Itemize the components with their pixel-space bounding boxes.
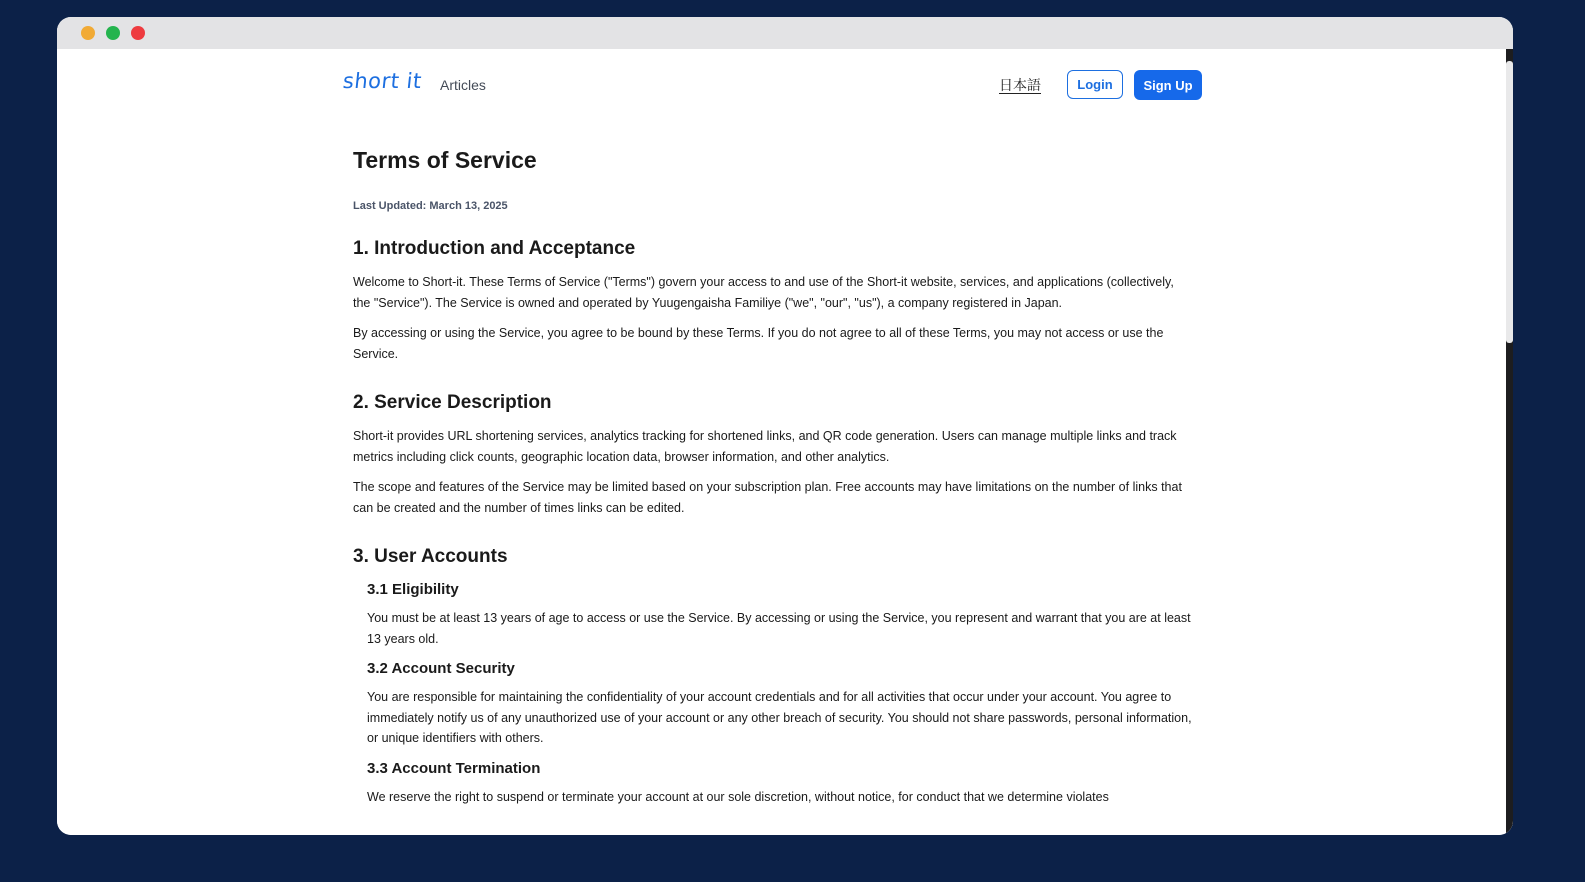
nav-articles-link[interactable]: Articles — [440, 77, 486, 93]
minimize-window-button[interactable] — [81, 26, 95, 40]
section-service-description — [353, 390, 1193, 518]
section-paragraph: Welcome to Short-it. These Terms of Service ("Terms") govern your access to and use of the Short-it website, services, and applications (collectively, the "Service"). The Service is owned and operated by Yuugengaisha Familiye ("we", "our", "us"), a company registered in Japan. — [353, 275, 1174, 310]
window-titlebar — [57, 17, 1513, 49]
subsection-paragraph: You must be at least 13 years of age to access or use the Service. By accessing or using the Service, you represent and warrant that you are at least 13 years old. — [367, 611, 1191, 646]
subsection-account-termination — [353, 759, 1193, 808]
browser-window — [57, 17, 1513, 835]
scrollbar-thumb[interactable] — [1506, 61, 1513, 343]
subsection-account-security — [353, 659, 1193, 749]
site-logo[interactable]: short it — [341, 69, 423, 93]
subsection-heading: 3.1 Eligibility — [367, 581, 459, 598]
maximize-window-button[interactable] — [106, 26, 120, 40]
page-viewport — [57, 49, 1513, 835]
page-scrollbar[interactable] — [1506, 49, 1513, 835]
section-paragraph: Short-it provides URL shortening services, analytics tracking for shortened links, and QR code generation. Users can manage multiple links and track metrics including click counts, geographic location data, browser information, and other analytics. — [353, 429, 1177, 464]
subsection-eligibility — [353, 580, 1193, 649]
section-introduction — [353, 236, 1193, 364]
section-heading: 2. Service Description — [353, 392, 552, 413]
section-user-accounts — [353, 544, 1193, 807]
section-paragraph: The scope and features of the Service may be limited based on your subscription plan. Free accounts may have limitations on the number of links that can be created and the number of times links can be edited. — [353, 480, 1182, 515]
subsection-paragraph: We reserve the right to suspend or terminate your account at our sole discretion, without notice, for conduct that we determine violates — [367, 789, 1109, 804]
page-title: Terms of Service — [353, 147, 537, 173]
last-updated-date: Last Updated: March 13, 2025 — [353, 200, 508, 212]
subsection-paragraph: You are responsible for maintaining the confidentiality of your account credentials and for all activities that occur under your account. You agree to immediately notify us of any unauthorized use of your account or any other breach of security. You should not share passwords, personal information, or unique identifiers with others. — [367, 690, 1192, 745]
section-paragraph: By accessing or using the Service, you agree to be bound by these Terms. If you do not agree to all of these Terms, you may not access or use the Service. — [353, 326, 1164, 361]
section-heading: 3. User Accounts — [353, 546, 508, 567]
terms-article — [353, 145, 1193, 817]
section-heading: 1. Introduction and Acceptance — [353, 238, 636, 259]
subsection-heading: 3.2 Account Security — [367, 660, 515, 677]
language-switch-link[interactable]: 日本語 — [999, 77, 1041, 93]
close-window-button[interactable] — [131, 26, 145, 40]
subsection-heading: 3.3 Account Termination — [367, 759, 541, 777]
login-button[interactable]: Login — [1067, 70, 1123, 99]
signup-button[interactable]: Sign Up — [1134, 70, 1202, 100]
top-navigation — [57, 49, 1506, 119]
